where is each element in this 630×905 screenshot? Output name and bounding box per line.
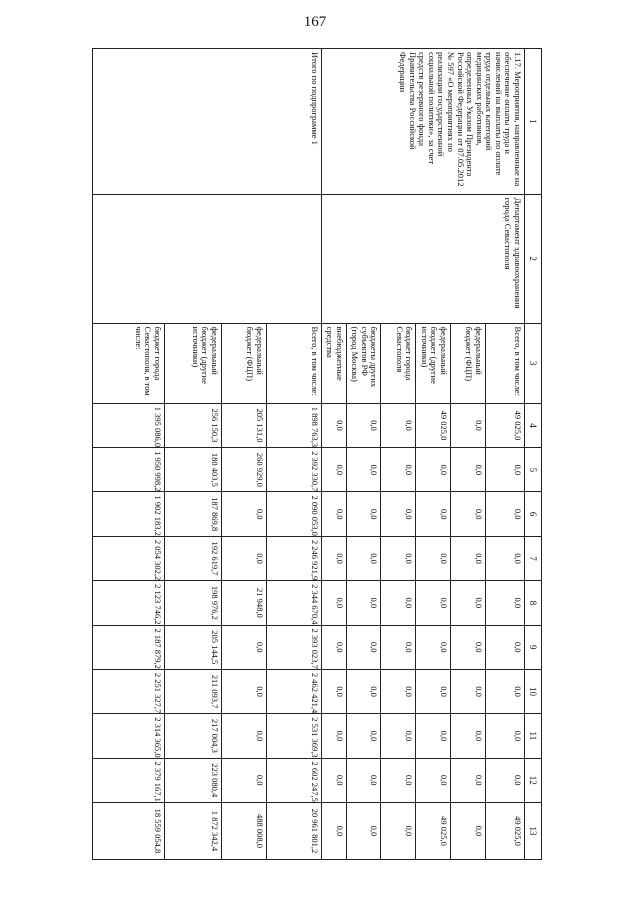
amount-cell: 0,0 — [221, 758, 266, 802]
page-number: 167 — [303, 14, 327, 30]
column-header: 7 — [524, 536, 541, 580]
amount-cell: 0,0 — [381, 758, 416, 802]
amount-cell: 223 080,4 — [164, 758, 221, 802]
amount-cell: 0,0 — [221, 536, 266, 580]
amount-cell: 0,0 — [221, 714, 266, 758]
total-section — [93, 49, 322, 860]
funding-source-cell: бюджет города Севастополя — [381, 323, 416, 403]
executor-cell: Департамент здравоохранения города Севастополя — [322, 194, 525, 323]
amount-cell: 0,0 — [381, 492, 416, 536]
amount-cell: 2 602 247,5 — [266, 758, 321, 802]
amount-cell: 0,0 — [451, 492, 486, 536]
amount-cell: 217 004,3 — [164, 714, 221, 758]
amount-cell: 0,0 — [381, 581, 416, 625]
amount-cell: 0,0 — [451, 714, 486, 758]
amount-cell: 0,0 — [485, 758, 524, 802]
column-header: 10 — [524, 669, 541, 713]
measure-name-cell: 1.17. Мероприятия, направленные на обеспечение оплаты труда и начислений на выплаты по оплате труда отдельных категорий медицинских работников, определенных Указом Президента Российской Федерации от 07.05.2012 № 597 «О мероприятиях по реализации государственной социальной политики», за счет средств резервного фонда Правительства Российской Федерации — [322, 49, 525, 195]
amount-cell: 0,0 — [416, 714, 451, 758]
amount-cell: 0,0 — [322, 403, 347, 447]
table-row — [485, 49, 524, 860]
amount-cell: 0,0 — [485, 448, 524, 492]
column-header: 6 — [524, 492, 541, 536]
amount-cell: 1 872 342,4 — [164, 802, 221, 859]
amount-cell: 0,0 — [416, 581, 451, 625]
amount-cell: 488 008,0 — [221, 802, 266, 859]
amount-cell: 2 314 365,0 — [93, 714, 165, 758]
column-header: 4 — [524, 403, 541, 447]
column-header: 2 — [524, 194, 541, 323]
rotated-table-container — [92, 48, 542, 860]
amount-cell: 0,0 — [451, 802, 486, 859]
amount-cell: 2 379 167,1 — [93, 758, 165, 802]
amount-cell: 2 251 327,7 — [93, 669, 165, 713]
column-header: 3 — [524, 323, 541, 403]
column-header: 1 — [524, 49, 541, 195]
amount-cell: 2 344 670,4 — [266, 581, 321, 625]
amount-cell: 0,0 — [485, 669, 524, 713]
funding-source-cell: федеральный бюджет (другие источники) — [164, 323, 221, 403]
amount-cell: 0,0 — [451, 581, 486, 625]
amount-cell: 0,0 — [322, 581, 347, 625]
amount-cell: 2 393 023,7 — [266, 625, 321, 669]
funding-source-cell: бюджет города Севастополя, в том числе: — [93, 323, 165, 403]
amount-cell: 0,0 — [381, 669, 416, 713]
column-header: 9 — [524, 625, 541, 669]
amount-cell: 2 531 369,3 — [266, 714, 321, 758]
funding-source-cell: федеральный бюджет (другие источники) — [416, 323, 451, 403]
amount-cell: 0,0 — [451, 448, 486, 492]
amount-cell: 0,0 — [381, 625, 416, 669]
amount-cell: 0,0 — [322, 714, 347, 758]
table-row — [266, 49, 321, 860]
amount-cell: 0,0 — [451, 669, 486, 713]
amount-cell: 0,0 — [485, 536, 524, 580]
amount-cell: 0,0 — [322, 492, 347, 536]
amount-cell: 0,0 — [485, 625, 524, 669]
amount-cell: 1 902 183,2 — [93, 492, 165, 536]
amount-cell: 0,0 — [381, 802, 416, 859]
amount-cell: 256 150,3 — [164, 403, 221, 447]
amount-cell: 2 462 421,4 — [266, 669, 321, 713]
amount-cell: 0,0 — [451, 403, 486, 447]
amount-cell: 1 950 998,2 — [93, 448, 165, 492]
funding-source-cell: федеральный бюджет (ФЦП) — [221, 323, 266, 403]
table-area — [92, 48, 542, 860]
amount-cell: 0,0 — [221, 492, 266, 536]
amount-cell: 0,0 — [221, 669, 266, 713]
amount-cell: 0,0 — [416, 625, 451, 669]
amount-cell: 0,0 — [485, 492, 524, 536]
amount-cell: 49 025,0 — [416, 403, 451, 447]
amount-cell: 2 392 330,7 — [266, 448, 321, 492]
amount-cell: 0,0 — [416, 536, 451, 580]
amount-cell: 0,0 — [346, 581, 381, 625]
amount-cell: 2 090 053,0 — [266, 492, 321, 536]
amount-cell: 18 559 054,8 — [93, 802, 165, 859]
amount-cell: 0,0 — [346, 448, 381, 492]
amount-cell: 205 144,5 — [164, 625, 221, 669]
amount-cell: 1 898 763,3 — [266, 403, 321, 447]
amount-cell: 0,0 — [451, 625, 486, 669]
column-header: 12 — [524, 758, 541, 802]
amount-cell: 0,0 — [416, 669, 451, 713]
amount-cell: 0,0 — [381, 448, 416, 492]
amount-cell: 0,0 — [346, 403, 381, 447]
executor-cell — [93, 194, 322, 323]
column-header: 11 — [524, 714, 541, 758]
amount-cell: 1 395 086,0 — [93, 403, 165, 447]
amount-cell: 0,0 — [416, 448, 451, 492]
column-number-row — [524, 49, 541, 860]
amount-cell: 0,0 — [346, 625, 381, 669]
amount-cell: 2 054 302,2 — [93, 536, 165, 580]
amount-cell: 49 025,0 — [416, 802, 451, 859]
amount-cell: 2 187 879,2 — [93, 625, 165, 669]
amount-cell: 0,0 — [346, 714, 381, 758]
amount-cell: 20 961 801,2 — [266, 802, 321, 859]
amount-cell: 260 929,0 — [221, 448, 266, 492]
amount-cell: 0,0 — [346, 669, 381, 713]
amount-cell: 0,0 — [322, 758, 347, 802]
amount-cell: 0,0 — [322, 536, 347, 580]
amount-cell: 0,0 — [416, 492, 451, 536]
amount-cell: 49 025,0 — [485, 403, 524, 447]
amount-cell: 21 948,0 — [221, 581, 266, 625]
amount-cell: 211 093,7 — [164, 669, 221, 713]
amount-cell: 0,0 — [381, 714, 416, 758]
amount-cell: 2 246 921,9 — [266, 536, 321, 580]
amount-cell: 0,0 — [322, 448, 347, 492]
amount-cell: 180 403,5 — [164, 448, 221, 492]
amount-cell: 187 869,8 — [164, 492, 221, 536]
amount-cell: 0,0 — [322, 669, 347, 713]
amount-cell: 0,0 — [485, 714, 524, 758]
amount-cell: 0,0 — [381, 536, 416, 580]
funding-source-cell: Всего, в том числе: — [266, 323, 321, 403]
amount-cell: 205 131,0 — [221, 403, 266, 447]
amount-cell: 198 976,2 — [164, 581, 221, 625]
column-header: 13 — [524, 802, 541, 859]
amount-cell: 0,0 — [346, 758, 381, 802]
funding-source-cell: Всего, в том числе: — [485, 323, 524, 403]
amount-cell: 0,0 — [381, 403, 416, 447]
amount-cell: 0,0 — [451, 536, 486, 580]
amount-cell: 49 025,0 — [485, 802, 524, 859]
amount-cell: 0,0 — [485, 581, 524, 625]
budget-table — [92, 48, 542, 860]
amount-cell: 0,0 — [416, 758, 451, 802]
column-header: 8 — [524, 581, 541, 625]
amount-cell: 192 619,7 — [164, 536, 221, 580]
column-header: 5 — [524, 448, 541, 492]
funding-source-cell: внебюджетные средства — [322, 323, 347, 403]
amount-cell: 0,0 — [322, 802, 347, 859]
amount-cell: 0,0 — [346, 802, 381, 859]
amount-cell: 0,0 — [221, 625, 266, 669]
amount-cell: 0,0 — [346, 536, 381, 580]
amount-cell: 0,0 — [346, 492, 381, 536]
measure-section — [322, 49, 525, 860]
amount-cell: 2 123 746,2 — [93, 581, 165, 625]
amount-cell: 0,0 — [322, 625, 347, 669]
funding-source-cell: федеральный бюджет (ФЦП) — [451, 323, 486, 403]
measure-name-cell: Итого по подпрограмме 1 — [93, 49, 322, 195]
amount-cell: 0,0 — [451, 758, 486, 802]
funding-source-cell: бюджеты других субъектов РФ (город Москва) — [346, 323, 381, 403]
